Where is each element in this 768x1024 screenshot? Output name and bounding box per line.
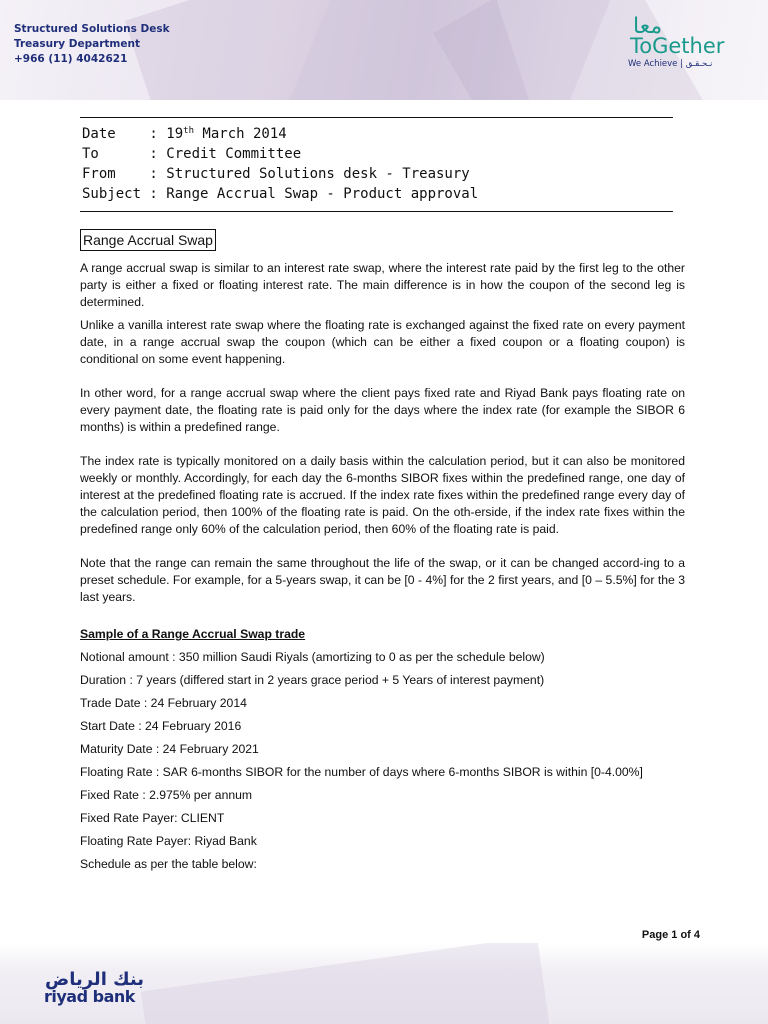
page-number: Page 1 of 4 <box>641 929 700 941</box>
bank-name-english: riyad bank <box>44 987 135 1006</box>
field-schedule: Schedule as per the table below: <box>80 857 257 871</box>
dept-phone: +966 (11) 4042621 <box>14 53 128 65</box>
sample-heading: Sample of a Range Accrual Swap trade <box>80 627 306 641</box>
letterhead-footer <box>0 943 768 1024</box>
memo-to: To : Credit Committee <box>82 146 302 162</box>
field-duration: Duration : 7 years (differed start in 2 years grace period + 5 Years of interest payment) <box>80 673 545 687</box>
footer-decoration <box>141 943 559 1024</box>
document-body <box>80 229 685 873</box>
logo-arabic-text: معا <box>633 14 663 39</box>
paragraph: Unlike a vanilla interest rate swap where the floating rate is exchanged against the fixed rate on every payment date, in a range accrual swap the coupon (which can be either a fixed coupon or a floating coupon) is conditional on some event happening. <box>80 318 685 366</box>
paragraph: The index rate is typically monitored on a daily basis within the calculation period, but it can also be monitored weekly or monthly. Accordingly, for each day the 6-months SIBOR fixes within the predefined range, one day of interest at the predefined floating rate is accrued. If the index rate fixes within the predefined range every day of the calculation period, then 100% of the floating rate is paid. On the oth-erside, if the index rate fixes within the predefined range only 60% of the calculation period, then 60% of the floating rate is paid. <box>80 454 685 536</box>
field-maturity-date: Maturity Date : 24 February 2021 <box>80 742 259 756</box>
field-floating-payer: Floating Rate Payer: Riyad Bank <box>80 834 257 848</box>
field-fixed-rate: Fixed Rate : 2.975% per annum <box>80 788 253 802</box>
field-floating-rate: Floating Rate : SAR 6-months SIBOR for the number of days where 6-months SIBOR is within [0-4.00%] <box>80 765 643 779</box>
bottom-divider <box>80 211 673 212</box>
riyad-bank-logo <box>40 969 160 1009</box>
section-title: Range Accrual Swap <box>80 229 216 251</box>
logo-word: ToGether <box>630 34 725 58</box>
dept-subname: Treasury Department <box>14 38 140 50</box>
field-trade-date: Trade Date : 24 February 2014 <box>80 696 247 710</box>
paragraph: Note that the range can remain the same throughout the life of the swap, or it can be changed accord-ing to a preset schedule. For example, for a 5-years swap, it can be [0 - 4%] for the 2 first years, and [0 – 5.5%] for the 3 last years. <box>80 556 685 604</box>
letterhead-header <box>0 0 768 100</box>
field-notional: Notional amount : 350 million Saudi Riyals (amortizing to 0 as per the schedule below) <box>80 650 545 664</box>
department-info <box>14 22 170 67</box>
memo-subject: Subject : Range Accrual Swap - Product approval <box>82 186 479 202</box>
paragraph: A range accrual swap is similar to an interest rate swap, where the interest rate paid by the first leg to the other party is either a fixed or floating interest rate. The main difference is in how the coupon of the second leg is determined. <box>80 261 685 309</box>
bank-name-arabic: بنك الرياض <box>45 969 144 990</box>
field-fixed-payer: Fixed Rate Payer: CLIENT <box>80 811 225 825</box>
dept-name: Structured Solutions Desk <box>14 23 170 35</box>
paragraph: In other word, for a range accrual swap where the client pays fixed rate and Riyad Bank pays floating rate on every payment date, the floating rate is paid only for the days where the index rate (for example the SIBOR 6 months) is within a predefined range. <box>80 386 685 434</box>
together-logo <box>628 14 738 74</box>
logo-tagline: We Achieve | نـحـقـق <box>628 59 713 69</box>
field-start-date: Start Date : 24 February 2016 <box>80 719 242 733</box>
memo-header <box>80 117 673 212</box>
memo-from: From : Structured Solutions desk - Treasury <box>82 166 470 182</box>
memo-date: Date : 19th March 2014 <box>82 126 287 142</box>
